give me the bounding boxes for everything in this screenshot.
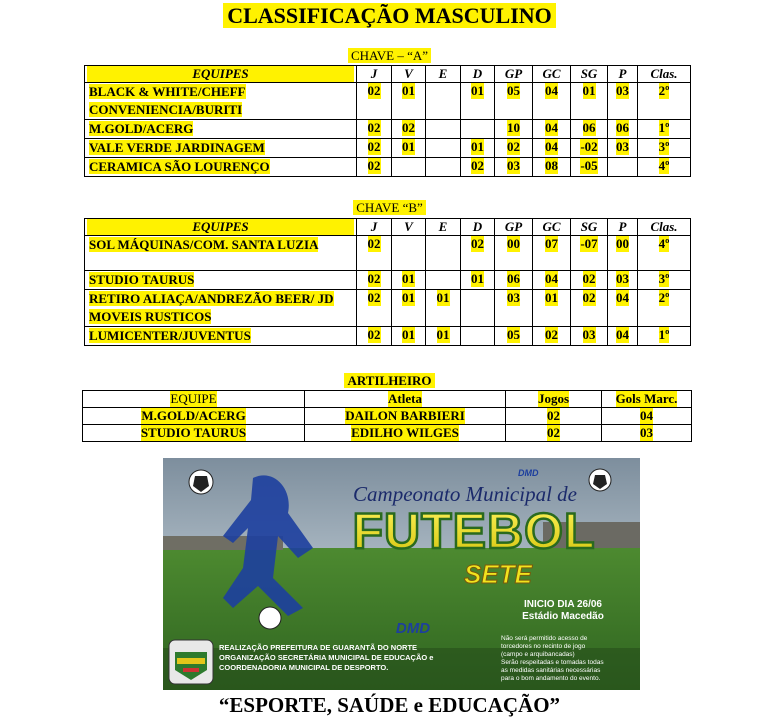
table-cell [608, 327, 638, 346]
cell-value: 06 [507, 271, 520, 286]
table-cell [533, 327, 571, 346]
table-cell [357, 158, 392, 177]
table-cell [85, 158, 357, 177]
cell-value: 02 [582, 271, 596, 286]
cell-value: 3º [658, 139, 670, 154]
cell-value: 00 [507, 236, 520, 251]
cell-value: 06 [582, 120, 596, 135]
cell-value: 4º [658, 236, 670, 251]
cell-value: EQUIPES [87, 219, 354, 235]
table-cell [608, 158, 638, 177]
cell-value: 01 [436, 290, 450, 305]
col-header-gc: GC [533, 219, 571, 236]
cell-value: 02 [471, 236, 484, 251]
table-cell [461, 83, 495, 120]
cell-value: 02 [507, 139, 520, 154]
table-row [85, 120, 691, 139]
table-cell [357, 236, 392, 271]
table-cell [571, 83, 608, 120]
table-cell [83, 408, 305, 425]
cell-value: 03 [640, 425, 653, 440]
table-cell [392, 236, 426, 271]
table-cell [533, 271, 571, 290]
cell-value: 03 [582, 327, 596, 342]
table-cell [608, 290, 638, 327]
table-cell [495, 327, 533, 346]
col-header-sg: SG [571, 219, 608, 236]
table-cell [495, 120, 533, 139]
table-cell [638, 290, 691, 327]
cell-value: 2º [658, 290, 670, 305]
table-cell [85, 290, 357, 327]
col-header-clas: Clas. [638, 66, 691, 83]
table-cell [392, 158, 426, 177]
footer-slogan: “ESPORTE, SAÚDE e EDUCAÇÃO” [218, 693, 561, 717]
banner-notice-3: (campo e arquibancadas) [501, 651, 575, 658]
cell-value: 06 [616, 120, 629, 135]
cell-value: 01 [471, 83, 484, 98]
table-cell [638, 120, 691, 139]
cell-value: 05 [507, 83, 520, 98]
col-header-equipes [85, 66, 357, 83]
table-cell [571, 271, 608, 290]
table-header-row [85, 219, 691, 236]
table-cell [461, 158, 495, 177]
cell-value: 01 [471, 271, 484, 286]
group-a-table [84, 65, 691, 177]
table-cell [85, 271, 357, 290]
table-cell [426, 236, 461, 271]
cell-value: 01 [402, 139, 415, 154]
table-cell [85, 236, 357, 271]
table-cell [357, 83, 392, 120]
table-cell [392, 271, 426, 290]
banner-organizer-2: ORGANIZAÇÃO SECRETÁRIA MUNICIPAL DE EDUCAÇÃO e [219, 653, 434, 662]
col-header-gols [602, 391, 692, 408]
cell-value: 03 [507, 290, 520, 305]
cell-value: 02 [582, 290, 596, 305]
cell-value: CLASSIFICAÇÃO MASCULINO [223, 3, 556, 28]
cell-value: 1º [658, 120, 670, 135]
table-cell [495, 290, 533, 327]
col-header-j: J [357, 66, 392, 83]
table-cell [85, 327, 357, 346]
cell-value: EQUIPE [170, 391, 217, 406]
table-cell [495, 139, 533, 158]
cell-value: 03 [616, 271, 629, 286]
municipal-crest-icon [169, 640, 213, 684]
cell-value: 02 [471, 158, 484, 173]
table-cell [461, 139, 495, 158]
table-cell [85, 83, 357, 120]
table-cell [461, 327, 495, 346]
cell-value: 01 [471, 139, 484, 154]
table-row [85, 327, 691, 346]
banner-notice-2: torcedores no recinto de jogo [501, 643, 586, 650]
col-header-jogos [506, 391, 602, 408]
team-name: STUDIO TAURUS [89, 272, 195, 287]
table-cell [533, 120, 571, 139]
table-row [85, 290, 691, 327]
cell-value: 02 [547, 425, 560, 440]
cell-value: Gols Marc. [615, 391, 678, 406]
cell-value: 01 [402, 290, 415, 305]
table-cell [571, 236, 608, 271]
table-row [83, 425, 692, 442]
col-header-gp: GP [495, 219, 533, 236]
table-cell [638, 139, 691, 158]
cell-value: 02 [402, 120, 415, 135]
table-cell [506, 408, 602, 425]
cell-value: 02 [547, 408, 560, 423]
banner-notice-5: as medidas sanitárias necessárias [501, 667, 601, 674]
table-cell [357, 120, 392, 139]
cell-value: CHAVE “B” [353, 200, 426, 215]
cell-value: ARTILHEIRO [344, 373, 434, 388]
table-cell [608, 236, 638, 271]
cell-value: 04 [545, 120, 558, 135]
table-cell [638, 83, 691, 120]
cell-value: 10 [507, 120, 520, 135]
col-header-sg: SG [571, 66, 608, 83]
cell-value: 02 [545, 327, 558, 342]
col-header-v: V [392, 66, 426, 83]
table-cell [533, 139, 571, 158]
banner-headline: Campeonato Municipal de [353, 482, 577, 506]
table-cell [357, 327, 392, 346]
table-cell [357, 139, 392, 158]
cell-value: 04 [545, 83, 558, 98]
col-header-p: P [608, 219, 638, 236]
scorer-team: STUDIO TAURUS [140, 425, 247, 440]
cell-value: 01 [402, 83, 415, 98]
cell-value: EQUIPES [87, 66, 354, 82]
table-cell [608, 83, 638, 120]
col-header-v: V [392, 219, 426, 236]
cell-value: 04 [545, 271, 558, 286]
cell-value: 01 [402, 327, 415, 342]
scorer-team: M.GOLD/ACERG [141, 408, 246, 423]
col-header-equipe [83, 391, 305, 408]
table-cell [571, 120, 608, 139]
table-cell [638, 271, 691, 290]
table-cell [392, 327, 426, 346]
team-name: BLACK & WHITE/CHEFF CONVENIENCIA/BURITI [89, 84, 246, 117]
table-cell [85, 120, 357, 139]
cell-value: 02 [367, 120, 381, 135]
table-cell [602, 408, 692, 425]
cell-value: 04 [640, 408, 653, 423]
table-cell [571, 139, 608, 158]
cell-value: 00 [616, 236, 629, 251]
col-header-gc: GC [533, 66, 571, 83]
table-cell [495, 271, 533, 290]
page-title [0, 4, 779, 28]
banner-notice-1: Não será permitido acesso de [501, 635, 588, 642]
scorer-athlete: DAILON BARBIERI [345, 408, 465, 423]
team-name: CERAMICA SÃO LOURENÇO [89, 159, 270, 174]
table-cell [426, 158, 461, 177]
table-cell [461, 290, 495, 327]
cell-value: 02 [367, 271, 381, 286]
cell-value: 01 [436, 327, 450, 342]
cell-value: 03 [616, 139, 629, 154]
banner-notice-6: para o bom andamento do evento. [501, 675, 601, 682]
table-cell [608, 271, 638, 290]
cell-value: Jogos [537, 391, 570, 406]
col-header-equipes [85, 219, 357, 236]
table-row [85, 83, 691, 120]
table-cell [426, 327, 461, 346]
banner-dmd-top: DMD [518, 468, 539, 478]
table-cell [608, 120, 638, 139]
cell-value: 01 [582, 83, 596, 98]
banner-futebol: FUTEBOL [352, 503, 596, 559]
scorer-athlete: EDILHO WILGES [351, 425, 459, 440]
table-cell [495, 83, 533, 120]
table-cell [426, 120, 461, 139]
scorers-caption [0, 374, 779, 388]
cell-value: 04 [545, 139, 558, 154]
team-name: RETIRO ALIAÇA/ANDREZÃO BEER/ JD MOVEIS RUSTICOS [89, 291, 334, 324]
cell-value: 08 [545, 158, 558, 173]
table-cell [533, 290, 571, 327]
col-header-d: D [461, 219, 495, 236]
banner-notice-4: Serão respeitadas e tomadas todas [501, 659, 604, 666]
cell-value: 04 [616, 290, 629, 305]
table-row [85, 236, 691, 271]
table-cell [461, 120, 495, 139]
table-cell [426, 290, 461, 327]
cell-value: 05 [507, 327, 520, 342]
cell-value: 02 [367, 83, 381, 98]
championship-banner [163, 458, 640, 690]
banner-sete: SETE [464, 559, 532, 589]
table-cell [638, 158, 691, 177]
col-header-e: E [426, 219, 461, 236]
table-header-row [85, 66, 691, 83]
table-cell [461, 236, 495, 271]
group-a-caption [0, 49, 779, 63]
cell-value: 3º [658, 271, 670, 286]
cell-value: 01 [545, 290, 558, 305]
team-name: SOL MÁQUINAS/COM. SANTA LUZIA [89, 237, 319, 252]
team-name: VALE VERDE JARDINAGEM [89, 140, 265, 155]
cell-value: 4º [658, 158, 670, 173]
table-cell [392, 120, 426, 139]
table-cell [392, 290, 426, 327]
cell-value: 07 [545, 236, 558, 251]
cell-value: -02 [580, 139, 598, 154]
cell-value: 04 [616, 327, 629, 342]
table-cell [638, 236, 691, 271]
table-cell [426, 271, 461, 290]
cell-value: -07 [580, 236, 598, 251]
table-cell [608, 139, 638, 158]
cell-value: 03 [616, 83, 629, 98]
table-cell [495, 158, 533, 177]
table-cell [305, 425, 506, 442]
group-b-table [84, 218, 691, 346]
table-cell [571, 158, 608, 177]
table-cell [533, 236, 571, 271]
cell-value: 02 [367, 139, 381, 154]
col-header-e: E [426, 66, 461, 83]
cell-value: CHAVE – “A” [348, 48, 431, 63]
table-row [85, 139, 691, 158]
table-cell [638, 327, 691, 346]
banner-venue: Estádio Macedão [522, 611, 604, 622]
banner-organizer-3: COORDENADORIA MUNICIPAL DE DESPORTO. [219, 663, 389, 672]
table-row [85, 271, 691, 290]
col-header-atleta [305, 391, 506, 408]
table-cell [83, 425, 305, 442]
team-name: LUMICENTER/JUVENTUS [89, 328, 251, 343]
banner-organizer-1: REALIZAÇÃO PREFEITURA DE GUARANTÃ DO NORTE [219, 643, 418, 652]
cell-value: 01 [402, 271, 415, 286]
table-cell [506, 425, 602, 442]
cell-value: 02 [367, 290, 381, 305]
cell-value: Atleta [388, 391, 422, 406]
table-cell [571, 327, 608, 346]
cell-value: 02 [367, 158, 381, 173]
table-cell [495, 236, 533, 271]
table-cell [85, 139, 357, 158]
table-cell [357, 290, 392, 327]
table-row [85, 158, 691, 177]
cell-value: -05 [580, 158, 598, 173]
table-cell [571, 290, 608, 327]
col-header-d: D [461, 66, 495, 83]
group-b-caption [0, 201, 779, 215]
table-cell [426, 139, 461, 158]
table-cell [357, 271, 392, 290]
table-cell [461, 271, 495, 290]
col-header-p: P [608, 66, 638, 83]
table-cell [602, 425, 692, 442]
soccer-ball-icon [259, 607, 281, 629]
table-cell [392, 139, 426, 158]
cell-value: 2º [658, 83, 670, 98]
table-row [83, 408, 692, 425]
table-cell [392, 83, 426, 120]
cell-value: 03 [507, 158, 520, 173]
cell-value: 02 [367, 327, 381, 342]
cell-value: 02 [367, 236, 381, 251]
table-cell [305, 408, 506, 425]
scorers-table [82, 390, 692, 442]
col-header-gp: GP [495, 66, 533, 83]
banner-dmd-bottom: DMD [395, 620, 431, 637]
col-header-clas: Clas. [638, 219, 691, 236]
table-cell [426, 83, 461, 120]
table-cell [533, 83, 571, 120]
table-cell [533, 158, 571, 177]
cell-value: 1º [658, 327, 670, 342]
banner-start-date: INICIO DIA 26/06 [524, 599, 602, 610]
table-header-row [83, 391, 692, 408]
team-name: M.GOLD/ACERG [89, 121, 194, 136]
col-header-j: J [357, 219, 392, 236]
